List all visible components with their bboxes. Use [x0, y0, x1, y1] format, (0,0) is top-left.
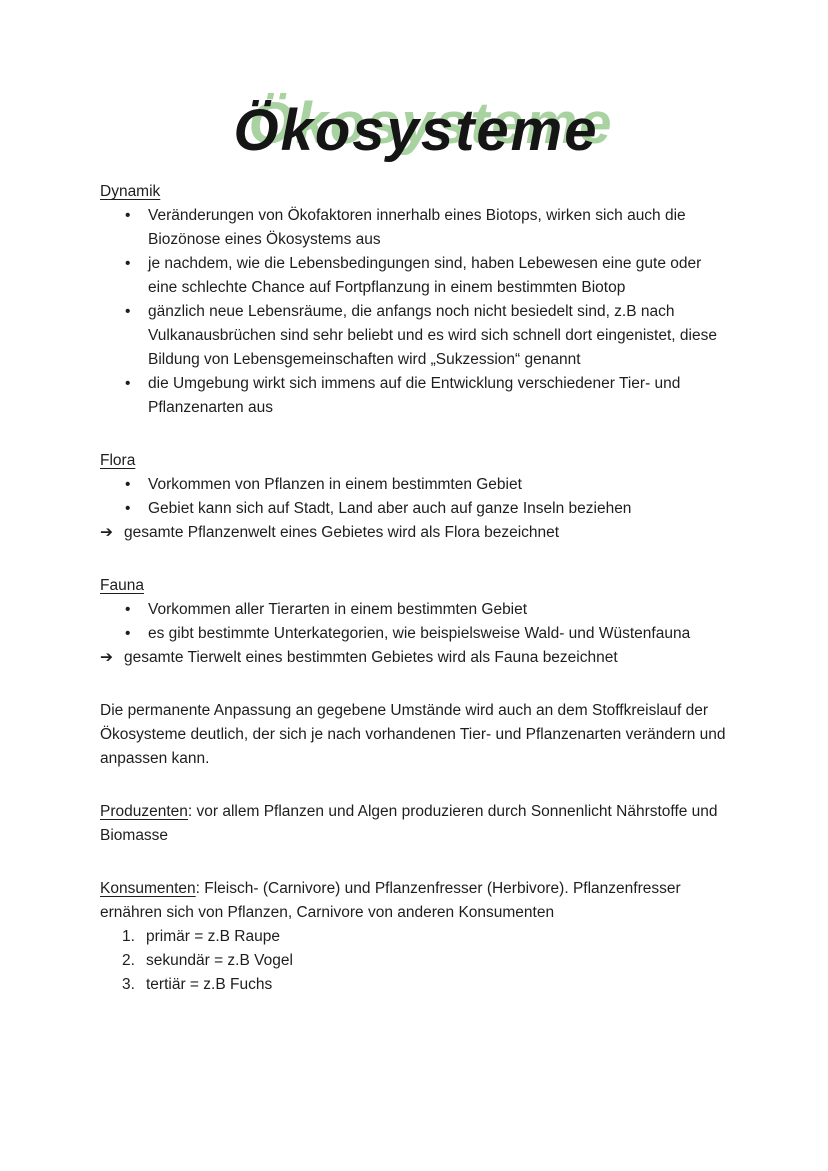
- section-heading-flora: Flora: [100, 452, 136, 469]
- bullet-text: Veränderungen von Ökofaktoren innerhalb eines Biotops, wirken sich auch die Biozönose eines Ökosystems aus: [148, 207, 686, 248]
- flora-bullet-list: [100, 473, 732, 521]
- bullet-text: Vorkommen von Pflanzen in einem bestimmten Gebiet: [148, 476, 522, 493]
- produzenten-label: Produzenten: [100, 803, 188, 820]
- bullet-icon: •: [125, 625, 131, 642]
- document-title: Ökosysteme: [233, 98, 599, 163]
- list-number: 2.: [122, 952, 135, 969]
- paragraph-konsumenten-block: [100, 877, 732, 997]
- bullet-icon: •: [125, 207, 131, 224]
- list-number: 3.: [122, 976, 135, 993]
- bullet-text: gänzlich neue Lebensräume, die anfangs noch nicht besiedelt sind, z.B nach Vulkanausbrüchen sind sehr beliebt und es wird sich schnell dort eingenistet, diese Bildung von Lebensgemeinschaften wird „Sukzession“ genannt: [148, 303, 717, 368]
- paragraph-konsumenten: [100, 877, 732, 925]
- arrow-right-icon: ➔: [100, 524, 113, 541]
- section-heading-fauna: Fauna: [100, 577, 144, 594]
- konsumenten-list: [100, 925, 732, 997]
- bullet-icon: •: [125, 601, 131, 618]
- konsumenten-label: Konsumenten: [100, 880, 196, 897]
- bullet-item: [100, 598, 732, 622]
- list-text: sekundär = z.B Vogel: [146, 952, 293, 969]
- list-item: [100, 973, 732, 997]
- list-item: [100, 949, 732, 973]
- fauna-arrow-note: [100, 646, 732, 670]
- bullet-item: [100, 252, 732, 300]
- bullet-text: die Umgebung wirkt sich immens auf die Entwicklung verschiedener Tier- und Pflanzenarten aus: [148, 375, 681, 416]
- bullet-item: [100, 372, 732, 420]
- list-item: [100, 925, 732, 949]
- section-flora: [100, 449, 732, 545]
- bullet-item: [100, 300, 732, 372]
- bullet-icon: •: [125, 500, 131, 517]
- section-fauna: [100, 574, 732, 670]
- bullet-item: [100, 204, 732, 252]
- flora-arrow-note: [100, 521, 732, 545]
- list-text: primär = z.B Raupe: [146, 928, 280, 945]
- bullet-item: [100, 622, 732, 646]
- arrow-right-icon: ➔: [100, 649, 113, 666]
- bullet-text: Gebiet kann sich auf Stadt, Land aber auch auf ganze Inseln beziehen: [148, 500, 632, 517]
- bullet-icon: •: [125, 255, 131, 272]
- produzenten-text: : vor allem Pflanzen und Algen produzieren durch Sonnenlicht Nährstoffe und Biomasse: [100, 803, 718, 844]
- bullet-text: es gibt bestimmte Unterkategorien, wie beispielsweise Wald- und Wüstenfauna: [148, 625, 691, 642]
- bullet-item: [100, 497, 732, 521]
- arrow-note-text: gesamte Tierwelt eines bestimmten Gebietes wird als Fauna bezeichnet: [124, 649, 618, 666]
- fauna-bullet-list: [100, 598, 732, 646]
- bullet-item: [100, 473, 732, 497]
- bullet-icon: •: [125, 476, 131, 493]
- bullet-icon: •: [125, 303, 131, 320]
- konsumenten-text: : Fleisch- (Carnivore) und Pflanzenfresser (Herbivore). Pflanzenfresser ernähren sich von Pflanzen, Carnivore von anderen Konsumenten: [100, 880, 681, 921]
- section-dynamik: [100, 180, 732, 420]
- bullet-icon: •: [125, 375, 131, 392]
- arrow-note-text: gesamte Pflanzenwelt eines Gebietes wird als Flora bezeichnet: [124, 524, 560, 541]
- list-number: 1.: [122, 928, 135, 945]
- bullet-text: Vorkommen aller Tierarten in einem bestimmten Gebiet: [148, 601, 528, 618]
- paragraph-anpassung: Die permanente Anpassung an gegebene Umstände wird auch an dem Stoffkreislauf der Ökosysteme deutlich, der sich je nach vorhandenen Tier- und Pflanzenarten verändern und anpassen kann.: [100, 702, 726, 767]
- dynamik-bullet-list: [100, 204, 732, 420]
- section-heading-dynamik: Dynamik: [100, 183, 161, 200]
- bullet-text: je nachdem, wie die Lebensbedingungen sind, haben Lebewesen eine gute oder eine schlechte Chance auf Fortpflanzung in einem bestimmten Biotop: [148, 255, 702, 296]
- paragraph-produzenten: [100, 800, 732, 848]
- list-text: tertiär = z.B Fuchs: [146, 976, 273, 993]
